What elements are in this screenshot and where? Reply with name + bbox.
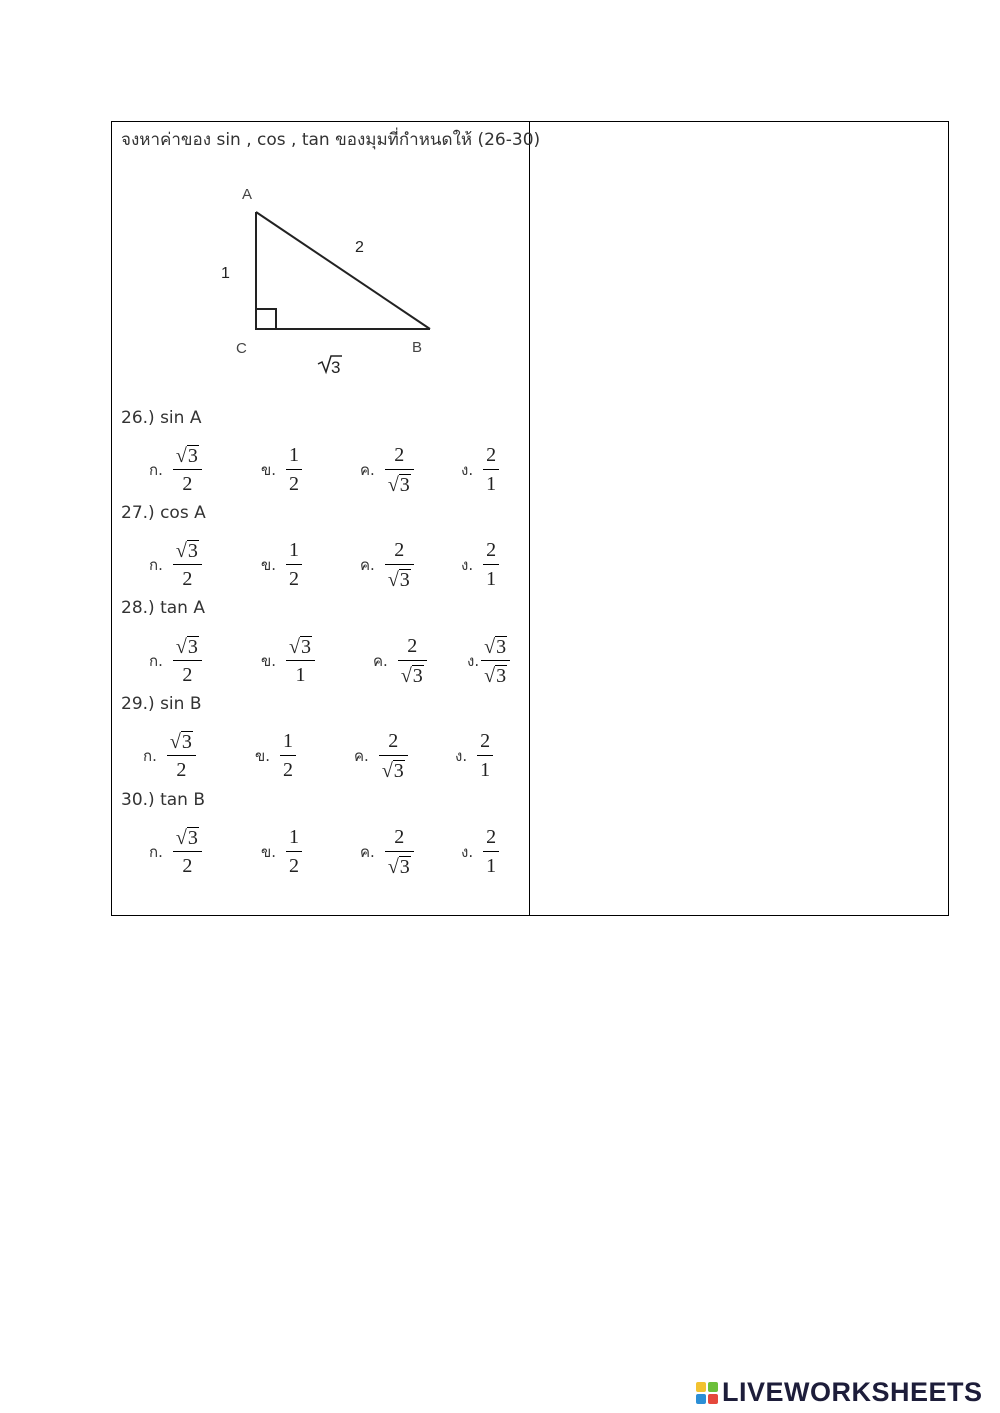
q29-option-d[interactable] <box>455 729 493 782</box>
option-letter: ง. <box>461 842 474 861</box>
q28-option-c[interactable] <box>373 634 427 687</box>
option-letter: ง. <box>461 555 474 574</box>
q30-option-b[interactable] <box>261 825 302 878</box>
fraction: √ 3 √ 3 <box>481 634 510 687</box>
q27-option-b[interactable] <box>261 538 302 591</box>
fraction: $\frac{1}{2}$ <box>286 825 302 878</box>
right-angle-marker <box>256 309 276 329</box>
option-letter: ค. <box>360 555 375 574</box>
fraction: √ 3 2 <box>173 538 202 591</box>
option-letter: ก. <box>143 746 157 765</box>
option-letter: ก. <box>149 842 163 861</box>
fraction: $\frac{1}{2}$ <box>280 729 296 782</box>
fraction: $\frac{1}{2}$ <box>286 443 302 496</box>
question-27-label: 27.) cos A <box>121 503 206 523</box>
vertex-c-label: C <box>236 340 247 357</box>
option-letter: ก. <box>149 555 163 574</box>
q30-option-d[interactable] <box>461 825 499 878</box>
instruction-text: จงหาค่าของ sin , cos , tan ของมุมที่กำหนดให้ (26-30) <box>121 130 541 150</box>
option-letter: ง. <box>455 746 468 765</box>
option-letter: ข. <box>255 746 271 765</box>
fraction: √ 3 2 <box>173 443 202 496</box>
side-ab-label: 2 <box>355 239 364 256</box>
fraction: 2 √ 3 <box>385 443 414 496</box>
option-letter: ง. <box>461 460 474 479</box>
q29-option-b[interactable] <box>255 729 296 782</box>
vertex-b-label: B <box>412 339 423 356</box>
q27-option-d[interactable] <box>461 538 499 591</box>
q26-option-c[interactable] <box>360 443 414 496</box>
q26-option-d[interactable] <box>461 443 499 496</box>
q30-option-a[interactable] <box>149 825 202 878</box>
q28-option-d[interactable] <box>467 634 510 687</box>
q30-option-c[interactable] <box>360 825 414 878</box>
fraction: $\frac{2}{1}$ <box>477 729 493 782</box>
fraction: 2 √ 3 <box>379 729 408 782</box>
q26-option-b[interactable] <box>261 443 302 496</box>
option-letter: ก. <box>149 460 163 479</box>
liveworksheets-logo[interactable] <box>696 1377 983 1408</box>
option-letter: ก. <box>149 651 163 670</box>
option-letter: ค. <box>373 651 388 670</box>
fraction: √ 3 2 <box>173 825 202 878</box>
fraction: $\frac{1}{2}$ <box>286 538 302 591</box>
q27-option-c[interactable] <box>360 538 414 591</box>
question-30-label: 30.) tan B <box>121 790 205 810</box>
option-letter: ข. <box>261 651 277 670</box>
question-26-label: 26.) sin A <box>121 408 202 428</box>
fraction: $\frac{2}{1}$ <box>483 825 499 878</box>
table-column-divider <box>529 121 530 916</box>
fraction: 2 √ 3 <box>385 825 414 878</box>
logo-text: LIVEWORKSHEETS <box>722 1377 983 1407</box>
q29-option-c[interactable] <box>354 729 408 782</box>
option-letter: ค. <box>360 460 375 479</box>
question-28-label: 28.) tan A <box>121 598 205 618</box>
fraction: 2 √ 3 <box>385 538 414 591</box>
q26-option-a[interactable] <box>149 443 202 496</box>
fraction: $\frac{2}{1}$ <box>483 443 499 496</box>
q28-option-a[interactable] <box>149 634 202 687</box>
option-letter: ข. <box>261 460 277 479</box>
option-letter: ข. <box>261 555 277 574</box>
side-ab-line <box>256 212 430 329</box>
option-letter: ข. <box>261 842 277 861</box>
vertex-a-label: A <box>242 186 253 203</box>
side-cb-label: 3 <box>331 358 341 377</box>
q27-option-a[interactable] <box>149 538 202 591</box>
q28-option-b[interactable] <box>261 634 315 687</box>
fraction: √ 3 2 <box>173 634 202 687</box>
fraction: √ 3 1 <box>286 634 315 687</box>
option-letter: ง. <box>467 651 480 670</box>
q29-option-a[interactable] <box>143 729 196 782</box>
right-triangle-diagram <box>218 180 448 380</box>
fraction: 2 √ 3 <box>398 634 427 687</box>
question-29-label: 29.) sin B <box>121 694 202 714</box>
option-letter: ค. <box>354 746 369 765</box>
option-letter: ค. <box>360 842 375 861</box>
fraction: $\frac{2}{1}$ <box>483 538 499 591</box>
fraction: √ 3 2 <box>167 729 196 782</box>
logo-mark-icon <box>696 1382 718 1404</box>
side-ac-label: 1 <box>221 265 230 282</box>
